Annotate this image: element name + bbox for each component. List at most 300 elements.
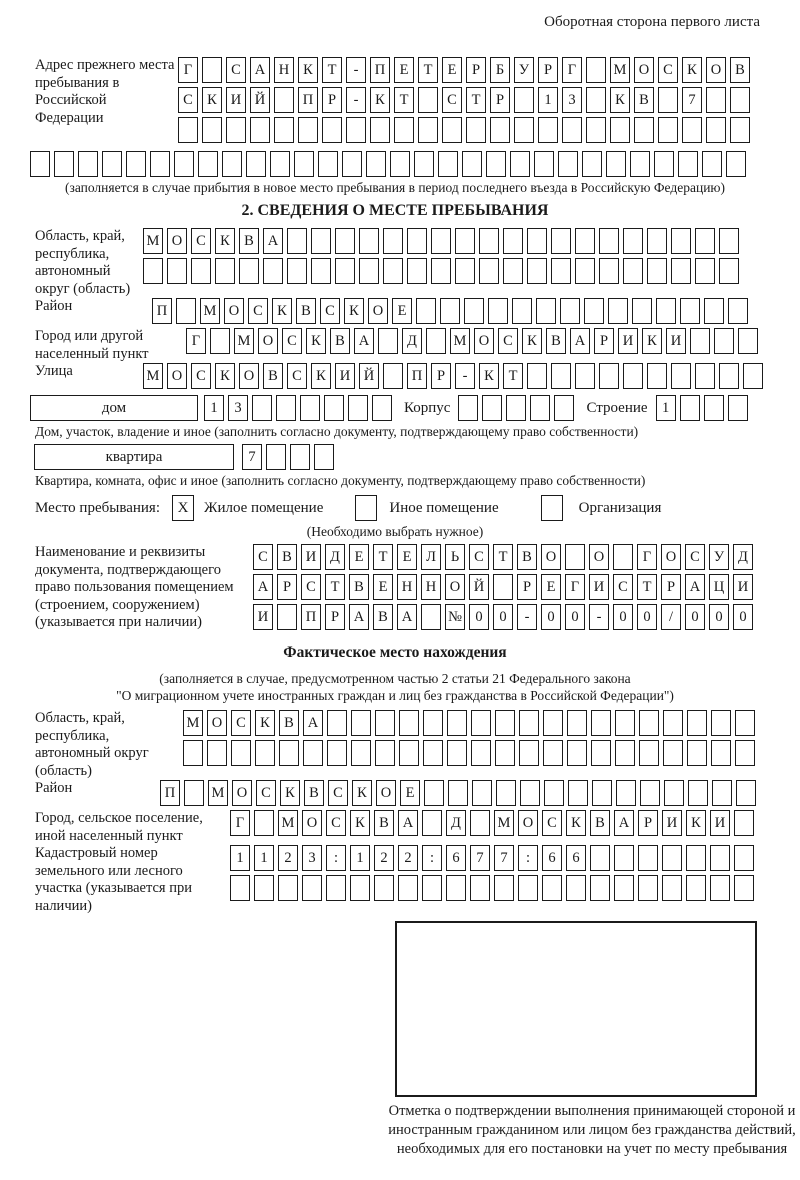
char-cell[interactable]: [680, 298, 700, 324]
char-cell[interactable]: Т: [322, 57, 342, 83]
char-cell[interactable]: 2: [278, 845, 298, 871]
char-cell[interactable]: [640, 780, 660, 806]
char-cell[interactable]: [714, 328, 734, 354]
char-cell[interactable]: К: [215, 363, 235, 389]
char-cell[interactable]: И: [301, 544, 321, 570]
char-cell[interactable]: [390, 151, 410, 177]
char-cell[interactable]: [493, 574, 513, 600]
char-cell[interactable]: [639, 710, 659, 736]
char-cell[interactable]: Е: [400, 780, 420, 806]
char-cell[interactable]: С: [320, 298, 340, 324]
char-cell[interactable]: [586, 117, 606, 143]
char-cell[interactable]: [623, 228, 643, 254]
char-cell[interactable]: [706, 87, 726, 113]
char-cell[interactable]: М: [610, 57, 630, 83]
char-cell[interactable]: [351, 710, 371, 736]
char-cell[interactable]: М: [278, 810, 298, 836]
char-cell[interactable]: О: [445, 574, 465, 600]
char-cell[interactable]: Й: [359, 363, 379, 389]
char-cell[interactable]: Н: [421, 574, 441, 600]
char-cell[interactable]: [495, 710, 515, 736]
char-cell[interactable]: П: [370, 57, 390, 83]
char-cell[interactable]: [215, 258, 235, 284]
char-cell[interactable]: 7: [682, 87, 702, 113]
char-cell[interactable]: П: [407, 363, 427, 389]
char-cell[interactable]: [184, 780, 204, 806]
char-cell[interactable]: [615, 710, 635, 736]
char-cell[interactable]: Р: [490, 87, 510, 113]
char-cell[interactable]: [671, 363, 691, 389]
char-cell[interactable]: [346, 117, 366, 143]
char-cell[interactable]: [647, 228, 667, 254]
char-cell[interactable]: К: [306, 328, 326, 354]
char-cell[interactable]: [303, 740, 323, 766]
char-cell[interactable]: А: [398, 810, 418, 836]
char-cell[interactable]: В: [279, 710, 299, 736]
char-cell[interactable]: В: [349, 574, 369, 600]
char-cell[interactable]: [440, 298, 460, 324]
char-cell[interactable]: [226, 117, 246, 143]
char-cell[interactable]: В: [546, 328, 566, 354]
char-cell[interactable]: У: [709, 544, 729, 570]
char-cell[interactable]: [78, 151, 98, 177]
char-cell[interactable]: О: [518, 810, 538, 836]
char-cell[interactable]: [348, 395, 368, 421]
char-cell[interactable]: О: [207, 710, 227, 736]
char-cell[interactable]: 0: [565, 604, 585, 630]
char-cell[interactable]: [416, 298, 436, 324]
char-cell[interactable]: [210, 328, 230, 354]
char-cell[interactable]: 7: [470, 845, 490, 871]
char-cell[interactable]: К: [344, 298, 364, 324]
char-cell[interactable]: С: [542, 810, 562, 836]
char-cell[interactable]: [730, 87, 750, 113]
char-cell[interactable]: [706, 117, 726, 143]
char-cell[interactable]: [479, 258, 499, 284]
char-cell[interactable]: Т: [466, 87, 486, 113]
char-cell[interactable]: Т: [493, 544, 513, 570]
char-cell[interactable]: Р: [277, 574, 297, 600]
char-cell[interactable]: О: [232, 780, 252, 806]
char-cell[interactable]: [318, 151, 338, 177]
char-cell[interactable]: Е: [397, 544, 417, 570]
char-cell[interactable]: [143, 258, 163, 284]
char-cell[interactable]: [198, 151, 218, 177]
char-cell[interactable]: [447, 740, 467, 766]
char-cell[interactable]: 1: [254, 845, 274, 871]
char-cell[interactable]: К: [202, 87, 222, 113]
char-cell[interactable]: [455, 228, 475, 254]
char-cell[interactable]: 3: [562, 87, 582, 113]
char-cell[interactable]: [496, 780, 516, 806]
char-cell[interactable]: [422, 875, 442, 901]
char-cell[interactable]: [442, 117, 462, 143]
char-cell[interactable]: [255, 740, 275, 766]
char-cell[interactable]: [431, 258, 451, 284]
char-cell[interactable]: И: [618, 328, 638, 354]
char-cell[interactable]: К: [215, 228, 235, 254]
char-cell[interactable]: [183, 740, 203, 766]
char-cell[interactable]: [359, 228, 379, 254]
char-cell[interactable]: С: [301, 574, 321, 600]
char-cell[interactable]: [278, 875, 298, 901]
char-cell[interactable]: [277, 604, 297, 630]
char-cell[interactable]: Р: [325, 604, 345, 630]
char-cell[interactable]: [639, 740, 659, 766]
char-cell[interactable]: Б: [490, 57, 510, 83]
char-cell[interactable]: Т: [418, 57, 438, 83]
char-cell[interactable]: [543, 710, 563, 736]
char-cell[interactable]: 2: [398, 845, 418, 871]
char-cell[interactable]: 3: [302, 845, 322, 871]
char-cell[interactable]: [518, 875, 538, 901]
char-cell[interactable]: С: [685, 544, 705, 570]
char-cell[interactable]: В: [517, 544, 537, 570]
char-cell[interactable]: [359, 258, 379, 284]
char-cell[interactable]: [126, 151, 146, 177]
char-cell[interactable]: [543, 740, 563, 766]
char-cell[interactable]: [350, 875, 370, 901]
char-cell[interactable]: [276, 395, 296, 421]
char-cell[interactable]: [274, 117, 294, 143]
char-cell[interactable]: [567, 710, 587, 736]
char-cell[interactable]: К: [479, 363, 499, 389]
char-cell[interactable]: М: [494, 810, 514, 836]
char-cell[interactable]: [506, 395, 526, 421]
char-cell[interactable]: О: [368, 298, 388, 324]
char-cell[interactable]: Т: [373, 544, 393, 570]
char-cell[interactable]: [423, 740, 443, 766]
char-cell[interactable]: [514, 117, 534, 143]
char-cell[interactable]: :: [518, 845, 538, 871]
char-cell[interactable]: [565, 544, 585, 570]
char-cell[interactable]: [366, 151, 386, 177]
char-cell[interactable]: В: [296, 298, 316, 324]
char-cell[interactable]: 3: [228, 395, 248, 421]
char-cell[interactable]: -: [517, 604, 537, 630]
char-cell[interactable]: [538, 117, 558, 143]
char-cell[interactable]: [527, 228, 547, 254]
char-cell[interactable]: А: [354, 328, 374, 354]
char-cell[interactable]: [711, 740, 731, 766]
char-cell[interactable]: [634, 117, 654, 143]
char-cell[interactable]: К: [682, 57, 702, 83]
char-cell[interactable]: [551, 228, 571, 254]
char-cell[interactable]: А: [263, 228, 283, 254]
char-cell[interactable]: [566, 875, 586, 901]
char-cell[interactable]: [560, 298, 580, 324]
char-cell[interactable]: [150, 151, 170, 177]
char-cell[interactable]: [322, 117, 342, 143]
char-cell[interactable]: [704, 395, 724, 421]
char-cell[interactable]: В: [730, 57, 750, 83]
char-cell[interactable]: [735, 710, 755, 736]
char-cell[interactable]: [207, 740, 227, 766]
char-cell[interactable]: 1: [204, 395, 224, 421]
char-cell[interactable]: [610, 117, 630, 143]
char-cell[interactable]: [399, 710, 419, 736]
char-cell[interactable]: [490, 117, 510, 143]
char-cell[interactable]: 1: [230, 845, 250, 871]
char-cell[interactable]: [591, 710, 611, 736]
char-cell[interactable]: Р: [322, 87, 342, 113]
char-cell[interactable]: С: [469, 544, 489, 570]
char-cell[interactable]: [710, 875, 730, 901]
char-cell[interactable]: [678, 151, 698, 177]
char-cell[interactable]: У: [514, 57, 534, 83]
char-cell[interactable]: Р: [638, 810, 658, 836]
char-cell[interactable]: С: [326, 810, 346, 836]
char-cell[interactable]: [372, 395, 392, 421]
char-cell[interactable]: [584, 298, 604, 324]
char-cell[interactable]: Г: [230, 810, 250, 836]
char-cell[interactable]: [734, 810, 754, 836]
char-cell[interactable]: [599, 363, 619, 389]
char-cell[interactable]: [606, 151, 626, 177]
char-cell[interactable]: [464, 298, 484, 324]
char-cell[interactable]: [510, 151, 530, 177]
char-cell[interactable]: [254, 810, 274, 836]
char-cell[interactable]: К: [350, 810, 370, 836]
char-cell[interactable]: 1: [350, 845, 370, 871]
char-cell[interactable]: [414, 151, 434, 177]
char-cell[interactable]: В: [330, 328, 350, 354]
char-cell[interactable]: [503, 228, 523, 254]
char-cell[interactable]: [327, 740, 347, 766]
char-cell[interactable]: -: [346, 57, 366, 83]
char-cell[interactable]: К: [522, 328, 542, 354]
char-cell[interactable]: [558, 151, 578, 177]
char-cell[interactable]: К: [352, 780, 372, 806]
char-cell[interactable]: [682, 117, 702, 143]
char-cell[interactable]: В: [304, 780, 324, 806]
char-cell[interactable]: Г: [178, 57, 198, 83]
char-cell[interactable]: К: [272, 298, 292, 324]
char-cell[interactable]: [470, 875, 490, 901]
char-cell[interactable]: [426, 328, 446, 354]
char-cell[interactable]: П: [152, 298, 172, 324]
char-cell[interactable]: С: [231, 710, 251, 736]
char-cell[interactable]: [375, 740, 395, 766]
char-cell[interactable]: 0: [469, 604, 489, 630]
char-cell[interactable]: С: [178, 87, 198, 113]
char-cell[interactable]: [599, 258, 619, 284]
char-cell[interactable]: [378, 328, 398, 354]
char-cell[interactable]: [592, 780, 612, 806]
char-cell[interactable]: [534, 151, 554, 177]
char-cell[interactable]: [274, 87, 294, 113]
char-cell[interactable]: Т: [503, 363, 523, 389]
char-cell[interactable]: [202, 57, 222, 83]
char-cell[interactable]: [615, 740, 635, 766]
char-cell[interactable]: С: [256, 780, 276, 806]
char-cell[interactable]: 0: [733, 604, 753, 630]
char-cell[interactable]: О: [376, 780, 396, 806]
char-cell[interactable]: О: [167, 228, 187, 254]
char-cell[interactable]: Т: [394, 87, 414, 113]
char-cell[interactable]: О: [589, 544, 609, 570]
char-cell[interactable]: С: [328, 780, 348, 806]
char-cell[interactable]: [671, 258, 691, 284]
char-cell[interactable]: С: [226, 57, 246, 83]
char-cell[interactable]: И: [226, 87, 246, 113]
char-cell[interactable]: [246, 151, 266, 177]
char-cell[interactable]: К: [642, 328, 662, 354]
char-cell[interactable]: 0: [613, 604, 633, 630]
char-cell[interactable]: [254, 875, 274, 901]
char-cell[interactable]: [613, 544, 633, 570]
char-cell[interactable]: О: [706, 57, 726, 83]
char-cell[interactable]: [536, 298, 556, 324]
char-cell[interactable]: [562, 117, 582, 143]
char-cell[interactable]: [599, 228, 619, 254]
char-cell[interactable]: А: [250, 57, 270, 83]
char-cell[interactable]: [663, 740, 683, 766]
char-cell[interactable]: [495, 740, 515, 766]
char-cell[interactable]: [327, 710, 347, 736]
char-cell[interactable]: И: [253, 604, 273, 630]
dwelling-checkbox[interactable]: X: [172, 495, 194, 521]
char-cell[interactable]: [743, 363, 763, 389]
char-cell[interactable]: К: [255, 710, 275, 736]
char-cell[interactable]: 0: [709, 604, 729, 630]
char-cell[interactable]: [728, 298, 748, 324]
char-cell[interactable]: [263, 258, 283, 284]
char-cell[interactable]: 2: [374, 845, 394, 871]
char-cell[interactable]: [399, 740, 419, 766]
char-cell[interactable]: М: [208, 780, 228, 806]
char-cell[interactable]: [656, 298, 676, 324]
char-cell[interactable]: [686, 845, 706, 871]
char-cell[interactable]: [520, 780, 540, 806]
char-cell[interactable]: С: [191, 228, 211, 254]
char-cell[interactable]: [590, 875, 610, 901]
char-cell[interactable]: [554, 395, 574, 421]
char-cell[interactable]: О: [239, 363, 259, 389]
char-cell[interactable]: [664, 780, 684, 806]
char-cell[interactable]: [608, 298, 628, 324]
char-cell[interactable]: [638, 875, 658, 901]
char-cell[interactable]: [687, 710, 707, 736]
char-cell[interactable]: С: [498, 328, 518, 354]
char-cell[interactable]: [519, 740, 539, 766]
char-cell[interactable]: Р: [594, 328, 614, 354]
char-cell[interactable]: [482, 395, 502, 421]
char-cell[interactable]: А: [253, 574, 273, 600]
char-cell[interactable]: 0: [541, 604, 561, 630]
char-cell[interactable]: С: [442, 87, 462, 113]
char-cell[interactable]: [695, 228, 715, 254]
char-cell[interactable]: [728, 395, 748, 421]
char-cell[interactable]: К: [566, 810, 586, 836]
char-cell[interactable]: [486, 151, 506, 177]
char-cell[interactable]: [335, 228, 355, 254]
char-cell[interactable]: Ц: [709, 574, 729, 600]
char-cell[interactable]: [311, 258, 331, 284]
char-cell[interactable]: 0: [685, 604, 705, 630]
char-cell[interactable]: [370, 117, 390, 143]
char-cell[interactable]: [447, 710, 467, 736]
char-cell[interactable]: [735, 740, 755, 766]
char-cell[interactable]: Р: [517, 574, 537, 600]
char-cell[interactable]: [710, 845, 730, 871]
char-cell[interactable]: [542, 875, 562, 901]
char-cell[interactable]: М: [200, 298, 220, 324]
char-cell[interactable]: [102, 151, 122, 177]
char-cell[interactable]: [494, 875, 514, 901]
char-cell[interactable]: №: [445, 604, 465, 630]
char-cell[interactable]: [314, 444, 334, 470]
char-cell[interactable]: 6: [542, 845, 562, 871]
char-cell[interactable]: [519, 710, 539, 736]
char-cell[interactable]: -: [455, 363, 475, 389]
char-cell[interactable]: О: [167, 363, 187, 389]
char-cell[interactable]: И: [335, 363, 355, 389]
char-cell[interactable]: /: [661, 604, 681, 630]
char-cell[interactable]: [568, 780, 588, 806]
char-cell[interactable]: 6: [566, 845, 586, 871]
char-cell[interactable]: Р: [538, 57, 558, 83]
char-cell[interactable]: 0: [637, 604, 657, 630]
char-cell[interactable]: [290, 444, 310, 470]
char-cell[interactable]: [326, 875, 346, 901]
char-cell[interactable]: Р: [661, 574, 681, 600]
char-cell[interactable]: С: [253, 544, 273, 570]
char-cell[interactable]: [287, 228, 307, 254]
char-cell[interactable]: А: [349, 604, 369, 630]
char-cell[interactable]: С: [191, 363, 211, 389]
char-cell[interactable]: [222, 151, 242, 177]
char-cell[interactable]: [658, 117, 678, 143]
char-cell[interactable]: :: [326, 845, 346, 871]
char-cell[interactable]: [472, 780, 492, 806]
organization-checkbox[interactable]: [541, 495, 563, 521]
char-cell[interactable]: [342, 151, 362, 177]
char-cell[interactable]: С: [248, 298, 268, 324]
char-cell[interactable]: М: [143, 363, 163, 389]
char-cell[interactable]: 0: [493, 604, 513, 630]
char-cell[interactable]: [423, 710, 443, 736]
char-cell[interactable]: [686, 875, 706, 901]
char-cell[interactable]: М: [234, 328, 254, 354]
house-box[interactable]: дом: [30, 395, 198, 421]
char-cell[interactable]: [719, 258, 739, 284]
char-cell[interactable]: К: [686, 810, 706, 836]
char-cell[interactable]: [471, 710, 491, 736]
char-cell[interactable]: [527, 258, 547, 284]
char-cell[interactable]: [586, 57, 606, 83]
char-cell[interactable]: В: [590, 810, 610, 836]
char-cell[interactable]: О: [474, 328, 494, 354]
char-cell[interactable]: [514, 87, 534, 113]
char-cell[interactable]: [654, 151, 674, 177]
char-cell[interactable]: В: [373, 604, 393, 630]
char-cell[interactable]: [575, 363, 595, 389]
char-cell[interactable]: [582, 151, 602, 177]
char-cell[interactable]: [736, 780, 756, 806]
char-cell[interactable]: А: [570, 328, 590, 354]
char-cell[interactable]: 6: [446, 845, 466, 871]
char-cell[interactable]: П: [301, 604, 321, 630]
char-cell[interactable]: В: [277, 544, 297, 570]
char-cell[interactable]: О: [224, 298, 244, 324]
char-cell[interactable]: [250, 117, 270, 143]
char-cell[interactable]: К: [610, 87, 630, 113]
char-cell[interactable]: -: [346, 87, 366, 113]
char-cell[interactable]: [695, 363, 715, 389]
char-cell[interactable]: Ь: [445, 544, 465, 570]
char-cell[interactable]: К: [280, 780, 300, 806]
